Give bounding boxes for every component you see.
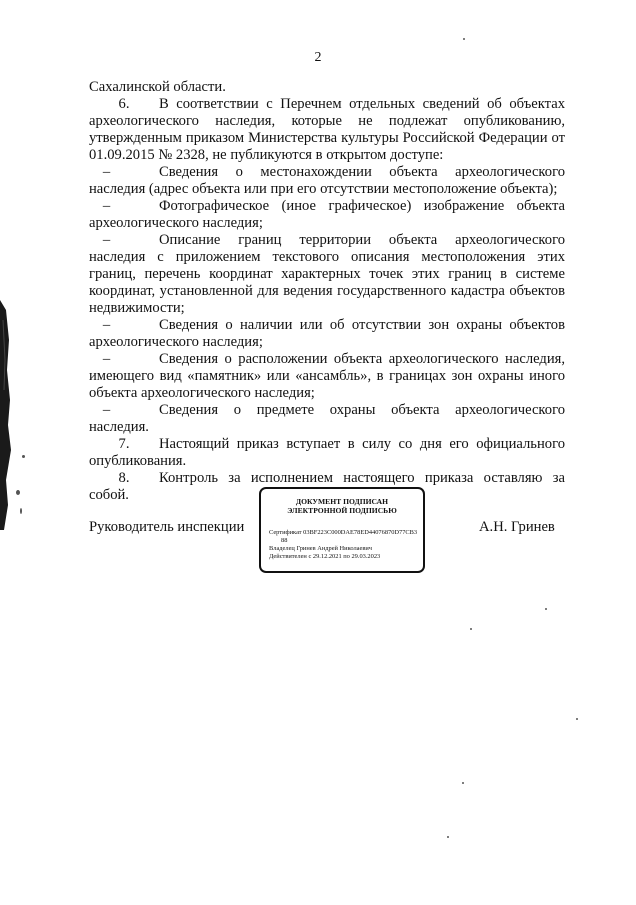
dash: – [102,351,111,367]
dash: – [102,402,111,418]
paragraph-8-body: Контроль за исполнением настоящего приказа оставляю за собой. [89,470,565,503]
stamp-owner-label: Владелец [269,545,295,552]
list-item-text: Сведения о расположении объекта археологического наследия, имеющего вид «памятник» или «ансамбль», в границах зон охраны иного объекта археологического наследия; [89,351,565,401]
stamp-certificate-label: Сертификат [269,529,302,536]
scan-edge-artifact [0,300,14,530]
text-line: Сахалинской области. [89,79,226,95]
list-item [89,351,565,402]
dash: – [102,164,111,180]
electronic-signature-stamp [259,487,425,573]
signer-title: Руководитель инспекции [89,519,245,535]
scan-speck [16,490,20,495]
scan-speck [470,628,472,630]
scan-speck [463,38,465,40]
scan-speck [20,508,22,514]
scan-speck [22,455,25,458]
list-item-text: Описание границ территории объекта археологического наследия с приложением текстового описания местоположения этих границ, перечень координат характерных точек этих границ в системе координат, установленной для ведения государственного кадастра объектов недвижимости; [89,232,565,316]
paragraph-6-text [89,96,565,164]
list-item [89,402,565,436]
stamp-certificate-value: 03BF223C000DAE78ED44076870D77CB3 [303,529,418,536]
stamp-validity-value: с 29.12.2021 по 29.03.2023 [308,553,381,560]
stamp-certificate-continuation: 88 [281,537,288,544]
stamp-validity-label: Действителен [269,553,307,560]
list-item-text: Сведения о предмете охраны объекта археологического наследия. [89,402,565,435]
stamp-validity [261,553,423,561]
list-item [89,317,565,351]
list-item-text: Сведения о наличии или об отсутствии зон охраны объектов археологического наследия; [89,317,565,350]
list-item [89,198,565,232]
list-item [89,164,565,198]
scan-speck [545,608,547,610]
paragraph-6-body: В соответствии с Перечнем отдельных сведений об объектах археологического наследия, которые не подлежат опубликованию, утвержденным приказом Министерства культуры Российской Федерации от 01.09.2015 № 2328, не публикуются в открытом доступе: [89,96,565,163]
paragraph-7 [89,436,565,470]
stamp-title-line-2: ЭЛЕКТРОННОЙ ПОДПИСЬЮ [287,506,397,515]
stamp-title-line-1: ДОКУМЕНТ ПОДПИСАН [295,497,389,506]
dash: – [102,232,111,248]
paragraph-number: 6. [118,96,130,112]
list-item-text: Фотографическое (иное графическое) изображение объекта археологического наследия; [89,198,565,231]
scan-speck [576,718,578,720]
dash: – [102,317,111,333]
scan-speck [447,836,449,838]
paragraph-number: 8. [118,470,130,486]
stamp-owner [261,545,423,553]
list-item-text: Сведения о местонахождении объекта археологического наследия (адрес объекта или при его отсутствии местоположение объекта); [89,164,565,197]
stamp-certificate [261,529,423,537]
dash: – [102,198,111,214]
list-item [89,232,565,317]
scan-speck [462,782,464,784]
paragraph-number: 7. [118,436,130,452]
stamp-owner-value: Гринев Андрей Николаевич [296,545,372,552]
page-number: 2 [314,50,322,65]
signer-name: А.Н. Гринев [479,519,555,535]
paragraph-7-body: Настоящий приказ вступает в силу со дня его официального опубликования. [89,436,565,469]
document-body [89,79,565,504]
